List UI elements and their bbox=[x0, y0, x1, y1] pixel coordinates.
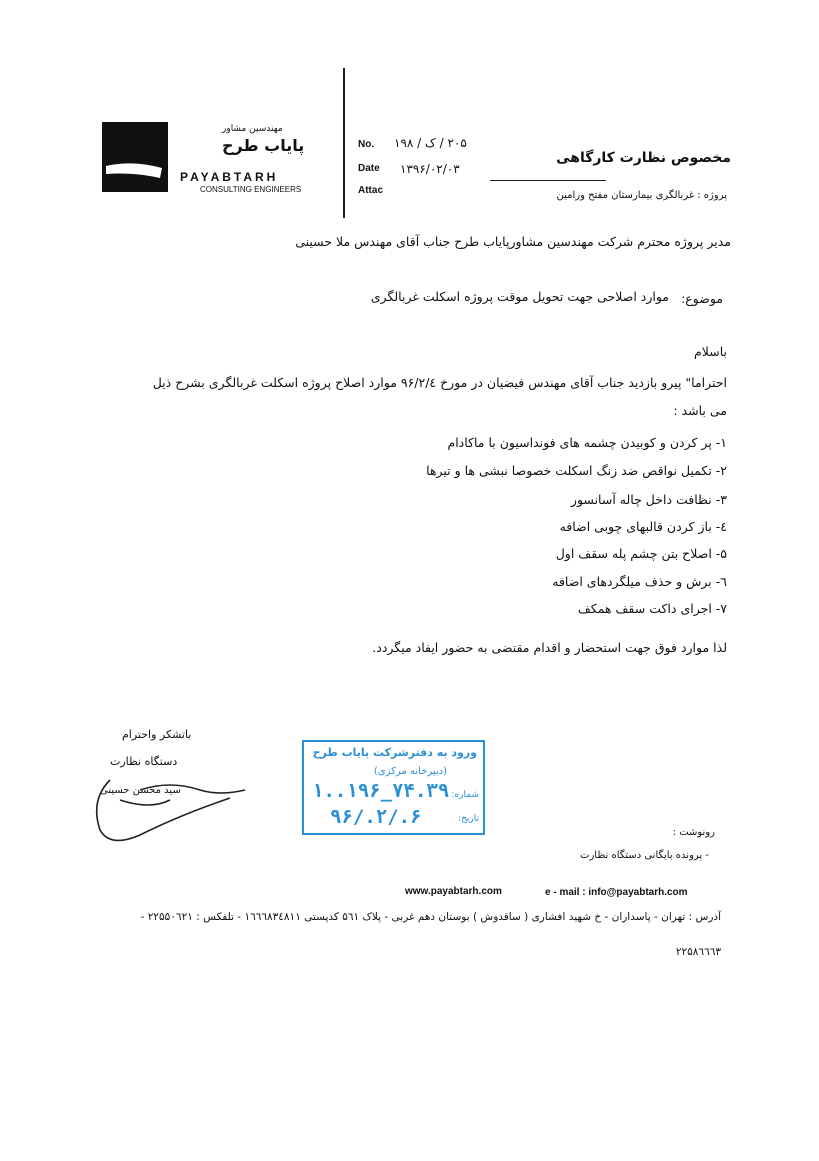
date-value: ۱۳۹۶/۰۲/۰۳ bbox=[400, 162, 460, 176]
header-title: مخصوص نظارت کارگاهی bbox=[556, 150, 731, 166]
subject-text: موارد اصلاحی جهت تحویل موقت پروژه اسکلت غربالگری bbox=[370, 289, 669, 304]
received-stamp bbox=[302, 740, 485, 835]
footer-website-link[interactable]: www.payabtarh.com bbox=[405, 886, 502, 897]
attachment-label: Attac bbox=[358, 185, 384, 196]
footer-fax: ۲۲۵۸٦٦٦۳ bbox=[675, 946, 721, 958]
stamp-date-label: تاریخ: bbox=[458, 814, 479, 824]
handwritten-signature bbox=[80, 760, 250, 850]
project-line: پروژه : غربالگری بیمارستان مفتح ورامین bbox=[556, 190, 727, 201]
subject-label: موضوع: bbox=[681, 291, 723, 306]
stamp-title: ورود به دفترشرکت پایاب طرح bbox=[312, 746, 477, 759]
footer-address: آدرس : تهران - پاسداران - خ شهید افشاری ( ساقدوش ) بوستان دهم غربی - پلاک ۵٦۱ کدپستی ۱٦٦٦۸۳٤۸۱۱ - تلفکس : ۲۲۵۵۰٦۲۱ - bbox=[140, 911, 721, 923]
list-item: ۱- پر کردن و کوبیدن چشمه های فونداسیون با ماکادام bbox=[447, 435, 727, 450]
company-logo-icon bbox=[102, 122, 168, 192]
company-name-en: PAYABTARH bbox=[180, 170, 279, 184]
list-item: ۳- نظافت داخل چاله آسانسور bbox=[570, 492, 727, 507]
recipient: مدیر پروژه محترم شرکت مهندسین مشاورپایاب طرح جناب آقای مهندس ملا حسینی bbox=[295, 234, 731, 249]
paragraph-line: می باشد : bbox=[673, 403, 727, 418]
list-item: ۵- اصلاح بتن چشم پله سقف اول bbox=[555, 546, 727, 561]
date-label: Date bbox=[358, 163, 380, 174]
stamp-date-value: ۹۶/.۲/.۶ bbox=[330, 806, 422, 828]
number-label: No. bbox=[358, 139, 375, 150]
footer-email-link[interactable]: e - mail : info@payabtarh.com bbox=[545, 887, 688, 898]
company-name-fa: پایاب طرح bbox=[222, 136, 305, 155]
closing-text: لذا موارد فوق جهت استحضار و اقدام مقتضی به حضور ایفاد میگردد. bbox=[372, 640, 727, 655]
cc-item: - پرونده بایگانی دستگاه نظارت bbox=[580, 850, 709, 861]
list-item: ٤- باز کردن قالبهای چوبی اضافه bbox=[559, 519, 727, 534]
number-value: ۲۰۵ / ک / ۱۹۸ bbox=[394, 136, 467, 150]
stamp-number-value: ۱..۱۹۶_۷۴.۳۹ bbox=[312, 780, 450, 802]
signature-name: سید محسن حسینی bbox=[100, 785, 181, 796]
header-underline bbox=[490, 180, 606, 181]
signature-regards: باتشکر واحترام bbox=[122, 728, 192, 741]
stamp-subtitle: (دبیرخانه مرکزی) bbox=[373, 766, 447, 777]
paragraph-line: احتراما" پیرو بازدید جناب آقای مهندس فیضیان در مورخ ۹۶/۲/٤ موارد اصلاح پروژه اسکلت غربالگری بشرح ذیل bbox=[152, 375, 727, 390]
stamp-number-label: شماره: bbox=[451, 790, 479, 800]
signature-department: دستگاه نظارت bbox=[110, 755, 178, 768]
company-subtitle: CONSULTING ENGINEERS bbox=[200, 185, 302, 194]
list-item: ٦- برش و حذف میلگردهای اضافه bbox=[552, 574, 727, 589]
list-item: ۲- تکمیل نواقص ضد زنگ اسکلت خصوصا نبشی ها و تیرها bbox=[426, 463, 727, 478]
cc-label: رونوشت : bbox=[672, 827, 715, 838]
header-divider bbox=[343, 68, 345, 218]
company-name-small: مهندسین مشاور bbox=[222, 124, 283, 134]
greeting: باسلام bbox=[694, 344, 727, 359]
list-item: ۷- اجرای داکت سقف همکف bbox=[577, 601, 727, 616]
